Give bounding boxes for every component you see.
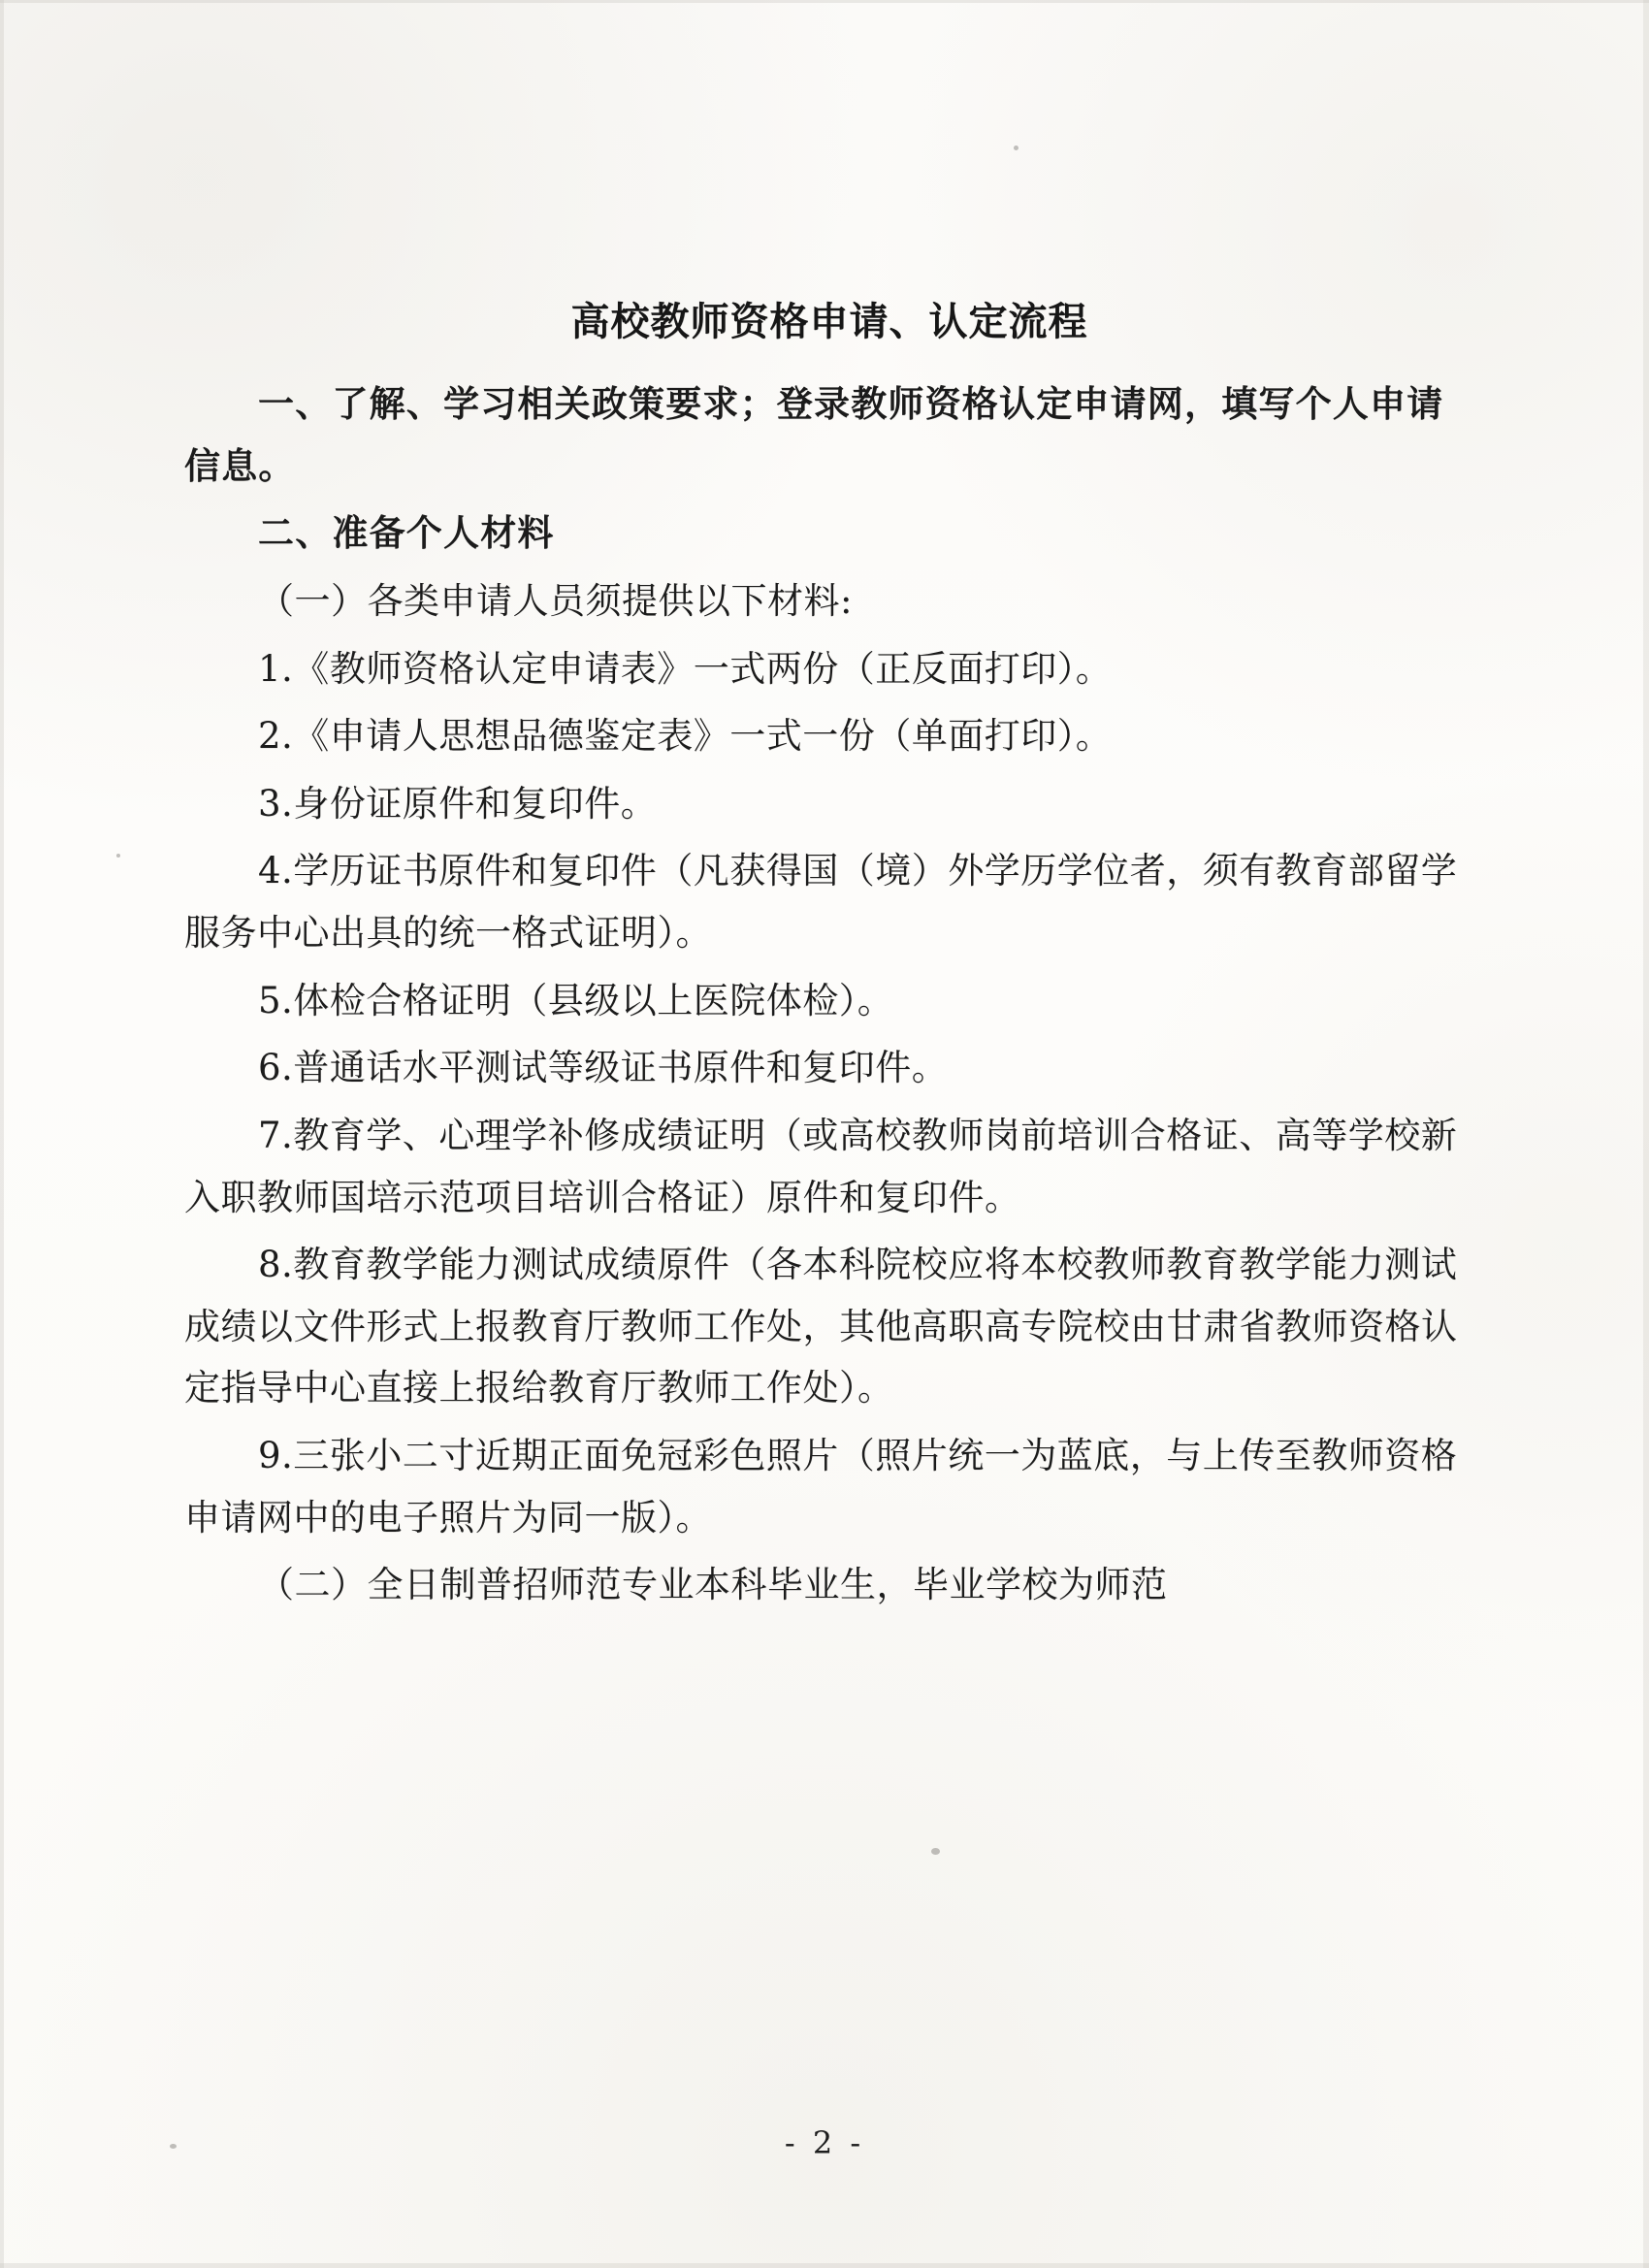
page-title: 高校教师资格申请、认定流程: [570, 299, 1088, 344]
paragraph-item-4: 4.学历证书原件和复印件（凡获得国（境）外学历学位者，须有教育部留学服务中心出具的统一格式证明）。: [184, 850, 1458, 954]
page-edge-bottom: [0, 2263, 1649, 2268]
paragraph-subsection-one: （一）各类申请人员须提供以下材料:: [258, 579, 853, 622]
page-number: - 2 -: [784, 2124, 865, 2161]
paragraph-section-one: 一、了解、学习相关政策要求；登录教师资格认定申请网，填写个人申请信息。: [184, 382, 1444, 487]
paragraph-item-5: 5.体检合格证明（县级以上医院体检）。: [258, 979, 894, 1021]
paragraph-item-6: 6.普通话水平测试等级证书原件和复印件。: [258, 1047, 949, 1089]
paragraph-item-2: 2.《申请人思想品德鉴定表》一式一份（单面打印）。: [258, 715, 1113, 758]
paragraph-item-9: 9.三张小二寸近期正面免冠彩色照片（照片统一为蓝底，与上传至教师资格申请网中的电子照片为同一版）。: [184, 1435, 1458, 1539]
document-body: [184, 291, 1474, 1622]
scan-speck: [931, 1848, 940, 1855]
paragraph-section-two: 二、准备个人材料: [258, 511, 555, 555]
paragraph-item-1: 1.《教师资格认定申请表》一式两份（正反面打印）。: [258, 647, 1113, 690]
paragraph-item-7: 7.教育学、心理学补修成绩证明（或高校教师岗前培训合格证、高等学校新入职教师国培示范项目培训合格证）原件和复印件。: [184, 1114, 1458, 1218]
page-edge-left: [0, 0, 4, 2268]
paragraph-subsection-two: （二）全日制普招师范专业本科毕业生，毕业学校为师范: [258, 1564, 1168, 1606]
page-edge-top: [0, 0, 1649, 3]
scan-speck: [116, 854, 120, 858]
paragraph-item-3: 3.身份证原件和复印件。: [258, 782, 658, 825]
page-edge-right: [1643, 0, 1649, 2268]
paragraph-item-8: 8.教育教学能力测试成绩原件（各本科院校应将本校教师教育教学能力测试成绩以文件形式上报教育厅教师工作处，其他高职高专院校由甘肃省教师资格认定指导中心直接上报给教育厅教师工作处）。: [184, 1244, 1458, 1409]
scan-speck: [1014, 146, 1018, 150]
